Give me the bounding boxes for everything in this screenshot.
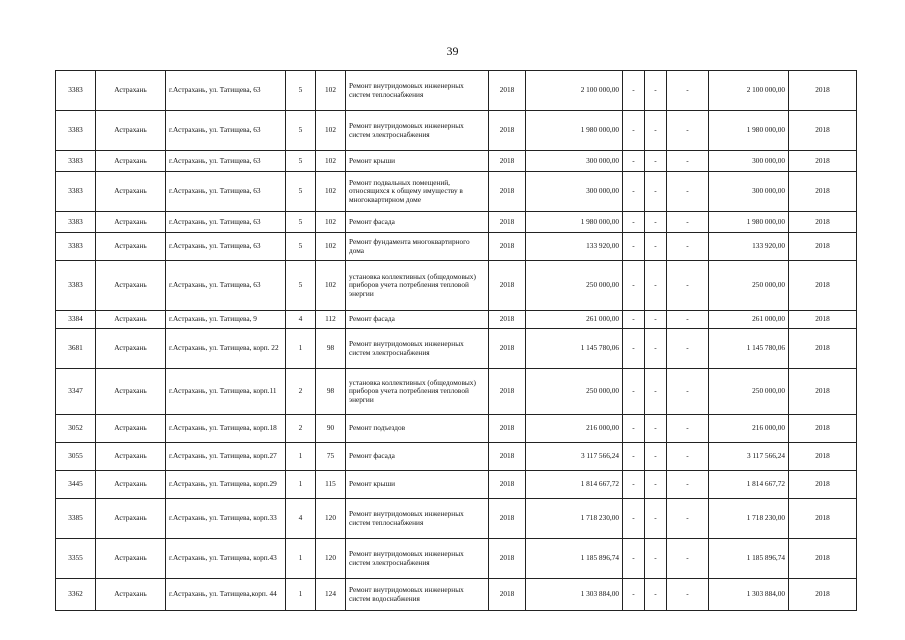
row-address: г.Астрахань, ул. Татищева,корп. 44 [166, 579, 286, 611]
row-address: г.Астрахань, ул. Татищева, 63 [166, 212, 286, 233]
row-dash-2: - [645, 329, 667, 369]
row-dash-1: - [623, 499, 645, 539]
row-dash-1: - [623, 443, 645, 471]
row-id: 3384 [56, 311, 96, 329]
row-floors: 1 [286, 539, 316, 579]
row-id: 3383 [56, 233, 96, 261]
row-address: г.Астрахань, ул. Татищева, 63 [166, 151, 286, 172]
row-apartments: 102 [316, 172, 346, 212]
table-row [56, 471, 857, 499]
row-dash-3: - [667, 311, 709, 329]
row-dash-1: - [623, 579, 645, 611]
row-cost: 250 000,00 [526, 369, 623, 415]
row-dash-2: - [645, 233, 667, 261]
row-floors: 1 [286, 443, 316, 471]
row-address: г.Астрахань, ул. Татищева, корп.11 [166, 369, 286, 415]
row-id: 3681 [56, 329, 96, 369]
row-total: 1 303 884,00 [709, 579, 789, 611]
row-dash-3: - [667, 151, 709, 172]
table-row [56, 499, 857, 539]
row-dash-2: - [645, 499, 667, 539]
row-address: г.Астрахань, ул. Татищева, корп.18 [166, 415, 286, 443]
row-year-end: 2018 [789, 212, 857, 233]
row-city: Астрахань [96, 369, 166, 415]
row-address: г.Астрахань, ул. Татищева, корп.27 [166, 443, 286, 471]
row-apartments: 102 [316, 261, 346, 311]
row-year-end: 2018 [789, 311, 857, 329]
row-dash-1: - [623, 539, 645, 579]
row-dash-2: - [645, 471, 667, 499]
row-address: г.Астрахань, ул. Татищева, корп.33 [166, 499, 286, 539]
row-floors: 1 [286, 329, 316, 369]
row-total: 261 000,00 [709, 311, 789, 329]
row-year-end: 2018 [789, 369, 857, 415]
row-total: 300 000,00 [709, 151, 789, 172]
table-row [56, 369, 857, 415]
row-work-type: Ремонт внутридомовых инженерных систем теплоснабжения [346, 499, 489, 539]
row-apartments: 102 [316, 151, 346, 172]
table-row [56, 311, 857, 329]
row-cost: 261 000,00 [526, 311, 623, 329]
row-work-type: Ремонт фасада [346, 443, 489, 471]
row-id: 3347 [56, 369, 96, 415]
row-address: г.Астрахань, ул. Татищева, корп.29 [166, 471, 286, 499]
row-address: г.Астрахань, ул. Татищева, корп.43 [166, 539, 286, 579]
row-dash-1: - [623, 172, 645, 212]
row-total: 250 000,00 [709, 261, 789, 311]
row-dash-3: - [667, 499, 709, 539]
row-dash-1: - [623, 261, 645, 311]
row-dash-3: - [667, 579, 709, 611]
row-year: 2018 [489, 471, 526, 499]
row-city: Астрахань [96, 71, 166, 111]
row-address: г.Астрахань, ул. Татищева, 63 [166, 71, 286, 111]
row-cost: 1 814 667,72 [526, 471, 623, 499]
row-total: 1 145 780,06 [709, 329, 789, 369]
row-floors: 5 [286, 212, 316, 233]
row-id: 3383 [56, 71, 96, 111]
row-cost: 1 303 884,00 [526, 579, 623, 611]
row-city: Астрахань [96, 233, 166, 261]
row-total: 1 980 000,00 [709, 111, 789, 151]
row-id: 3055 [56, 443, 96, 471]
row-dash-2: - [645, 369, 667, 415]
row-year: 2018 [489, 212, 526, 233]
repair-register-table [55, 70, 857, 611]
row-cost: 2 100 000,00 [526, 71, 623, 111]
page-number: 39 [446, 44, 459, 58]
table-row [56, 415, 857, 443]
row-dash-2: - [645, 111, 667, 151]
row-floors: 5 [286, 172, 316, 212]
row-year: 2018 [489, 329, 526, 369]
row-dash-3: - [667, 369, 709, 415]
row-dash-2: - [645, 172, 667, 212]
row-dash-2: - [645, 579, 667, 611]
row-year-end: 2018 [789, 151, 857, 172]
row-apartments: 98 [316, 329, 346, 369]
row-dash-2: - [645, 212, 667, 233]
row-id: 3052 [56, 415, 96, 443]
row-apartments: 102 [316, 233, 346, 261]
row-floors: 5 [286, 151, 316, 172]
row-total: 3 117 566,24 [709, 443, 789, 471]
row-dash-3: - [667, 415, 709, 443]
row-floors: 1 [286, 579, 316, 611]
row-dash-1: - [623, 111, 645, 151]
row-year: 2018 [489, 111, 526, 151]
row-year-end: 2018 [789, 499, 857, 539]
row-total: 1 814 667,72 [709, 471, 789, 499]
row-address: г.Астрахань, ул. Татищева, 63 [166, 233, 286, 261]
row-work-type: Ремонт фундамента многоквартирного дома [346, 233, 489, 261]
row-dash-3: - [667, 111, 709, 151]
table-row [56, 443, 857, 471]
row-cost: 250 000,00 [526, 261, 623, 311]
table-row [56, 172, 857, 212]
row-year-end: 2018 [789, 443, 857, 471]
row-dash-2: - [645, 261, 667, 311]
row-work-type: Ремонт внутридомовых инженерных систем водоснабжения [346, 579, 489, 611]
row-floors: 2 [286, 369, 316, 415]
row-apartments: 102 [316, 71, 346, 111]
row-dash-3: - [667, 233, 709, 261]
row-floors: 5 [286, 111, 316, 151]
row-year-end: 2018 [789, 71, 857, 111]
row-address: г.Астрахань, ул. Татищева, 63 [166, 111, 286, 151]
row-dash-2: - [645, 443, 667, 471]
table-row [56, 233, 857, 261]
row-dash-1: - [623, 369, 645, 415]
row-city: Астрахань [96, 539, 166, 579]
row-cost: 216 000,00 [526, 415, 623, 443]
row-year-end: 2018 [789, 111, 857, 151]
row-total: 2 100 000,00 [709, 71, 789, 111]
row-year: 2018 [489, 499, 526, 539]
row-address: г.Астрахань, ул. Татищева, 9 [166, 311, 286, 329]
row-city: Астрахань [96, 499, 166, 539]
row-dash-3: - [667, 539, 709, 579]
row-year-end: 2018 [789, 233, 857, 261]
row-total: 1 980 000,00 [709, 212, 789, 233]
row-work-type: Ремонт внутридомовых инженерных систем электроснабжения [346, 539, 489, 579]
row-id: 3445 [56, 471, 96, 499]
row-year: 2018 [489, 172, 526, 212]
row-year-end: 2018 [789, 471, 857, 499]
row-id: 3355 [56, 539, 96, 579]
row-year: 2018 [489, 261, 526, 311]
row-dash-1: - [623, 311, 645, 329]
row-floors: 5 [286, 261, 316, 311]
row-cost: 1 980 000,00 [526, 212, 623, 233]
row-year-end: 2018 [789, 329, 857, 369]
row-apartments: 102 [316, 111, 346, 151]
row-dash-1: - [623, 471, 645, 499]
row-apartments: 75 [316, 443, 346, 471]
row-year: 2018 [489, 311, 526, 329]
row-dash-3: - [667, 71, 709, 111]
row-cost: 1 718 230,00 [526, 499, 623, 539]
row-city: Астрахань [96, 471, 166, 499]
row-city: Астрахань [96, 311, 166, 329]
row-apartments: 102 [316, 212, 346, 233]
row-cost: 3 117 566,24 [526, 443, 623, 471]
row-dash-3: - [667, 212, 709, 233]
row-dash-2: - [645, 71, 667, 111]
row-year-end: 2018 [789, 172, 857, 212]
row-dash-1: - [623, 415, 645, 443]
row-floors: 4 [286, 311, 316, 329]
table-row [56, 151, 857, 172]
row-city: Астрахань [96, 111, 166, 151]
row-year: 2018 [489, 71, 526, 111]
row-year: 2018 [489, 579, 526, 611]
row-year: 2018 [489, 369, 526, 415]
table-row [56, 111, 857, 151]
row-city: Астрахань [96, 151, 166, 172]
row-total: 133 920,00 [709, 233, 789, 261]
row-apartments: 120 [316, 539, 346, 579]
row-work-type: Ремонт внутридомовых инженерных систем электроснабжения [346, 111, 489, 151]
table-row [56, 329, 857, 369]
row-year: 2018 [489, 415, 526, 443]
row-city: Астрахань [96, 261, 166, 311]
row-dash-2: - [645, 539, 667, 579]
row-address: г.Астрахань, ул. Татищева, 63 [166, 261, 286, 311]
row-total: 1 185 896,74 [709, 539, 789, 579]
row-cost: 1 145 780,06 [526, 329, 623, 369]
row-year-end: 2018 [789, 415, 857, 443]
row-dash-3: - [667, 261, 709, 311]
row-address: г.Астрахань, ул. Татищева, 63 [166, 172, 286, 212]
row-dash-2: - [645, 415, 667, 443]
row-total: 300 000,00 [709, 172, 789, 212]
row-dash-3: - [667, 172, 709, 212]
row-work-type: установка коллективных (общедомовых) приборов учета потребления тепловой энергии [346, 261, 489, 311]
row-address: г.Астрахань, ул. Татищева, корп. 22 [166, 329, 286, 369]
row-id: 3383 [56, 212, 96, 233]
row-dash-1: - [623, 212, 645, 233]
row-dash-1: - [623, 329, 645, 369]
row-floors: 5 [286, 71, 316, 111]
row-work-type: установка коллективных (общедомовых) приборов учета потребления тепловой энергии [346, 369, 489, 415]
row-dash-3: - [667, 329, 709, 369]
row-dash-1: - [623, 233, 645, 261]
row-year: 2018 [489, 233, 526, 261]
row-floors: 1 [286, 471, 316, 499]
row-apartments: 124 [316, 579, 346, 611]
row-total: 1 718 230,00 [709, 499, 789, 539]
row-dash-3: - [667, 443, 709, 471]
row-work-type: Ремонт внутридомовых инженерных систем электроснабжения [346, 329, 489, 369]
row-id: 3362 [56, 579, 96, 611]
row-year-end: 2018 [789, 261, 857, 311]
row-apartments: 120 [316, 499, 346, 539]
row-id: 3383 [56, 151, 96, 172]
row-city: Астрахань [96, 329, 166, 369]
row-id: 3385 [56, 499, 96, 539]
row-city: Астрахань [96, 172, 166, 212]
row-dash-1: - [623, 151, 645, 172]
row-work-type: Ремонт внутридомовых инженерных систем теплоснабжения [346, 71, 489, 111]
table-row [56, 71, 857, 111]
row-cost: 1 980 000,00 [526, 111, 623, 151]
row-apartments: 112 [316, 311, 346, 329]
row-city: Астрахань [96, 415, 166, 443]
row-cost: 1 185 896,74 [526, 539, 623, 579]
row-cost: 300 000,00 [526, 172, 623, 212]
table-row [56, 579, 857, 611]
row-city: Астрахань [96, 212, 166, 233]
row-work-type: Ремонт подъездов [346, 415, 489, 443]
table-row [56, 539, 857, 579]
row-dash-1: - [623, 71, 645, 111]
row-id: 3383 [56, 261, 96, 311]
row-floors: 4 [286, 499, 316, 539]
row-year: 2018 [489, 539, 526, 579]
row-work-type: Ремонт фасада [346, 212, 489, 233]
row-id: 3383 [56, 172, 96, 212]
row-apartments: 98 [316, 369, 346, 415]
row-floors: 2 [286, 415, 316, 443]
table-row [56, 261, 857, 311]
row-work-type: Ремонт крыши [346, 151, 489, 172]
row-dash-2: - [645, 311, 667, 329]
row-apartments: 90 [316, 415, 346, 443]
row-total: 216 000,00 [709, 415, 789, 443]
row-work-type: Ремонт крыши [346, 471, 489, 499]
row-apartments: 115 [316, 471, 346, 499]
row-city: Астрахань [96, 579, 166, 611]
row-dash-3: - [667, 471, 709, 499]
row-total: 250 000,00 [709, 369, 789, 415]
row-work-type: Ремонт подвальных помещений, относящихся к общему имуществу в многоквартирном доме [346, 172, 489, 212]
row-year: 2018 [489, 443, 526, 471]
row-work-type: Ремонт фасада [346, 311, 489, 329]
row-year: 2018 [489, 151, 526, 172]
row-cost: 133 920,00 [526, 233, 623, 261]
row-year-end: 2018 [789, 579, 857, 611]
row-floors: 5 [286, 233, 316, 261]
row-city: Астрахань [96, 443, 166, 471]
table-row [56, 212, 857, 233]
row-id: 3383 [56, 111, 96, 151]
row-dash-2: - [645, 151, 667, 172]
row-cost: 300 000,00 [526, 151, 623, 172]
row-year-end: 2018 [789, 539, 857, 579]
